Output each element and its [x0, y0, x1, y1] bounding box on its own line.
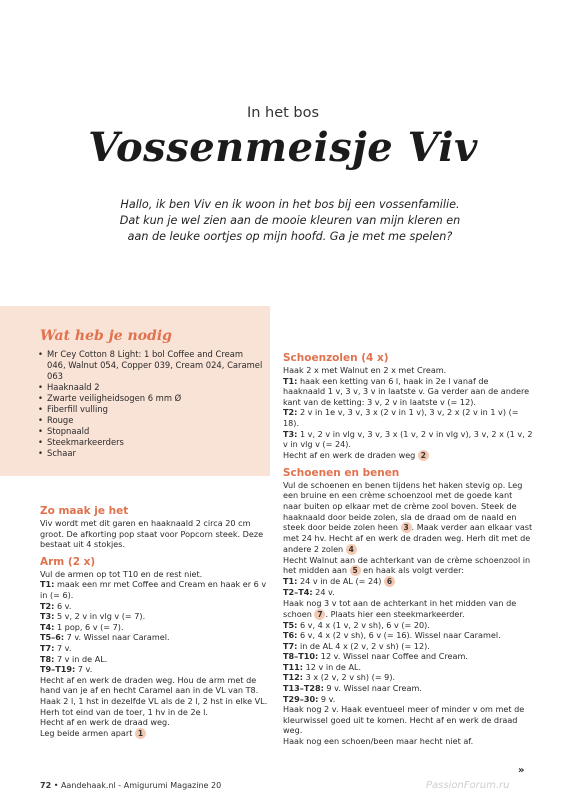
soles-last-text: Hecht af en werk de draden weg: [283, 449, 416, 460]
shoes-heading: Schoenen en benen: [283, 466, 400, 479]
round-text: 1 pop, 6 v (= 7).: [54, 621, 124, 632]
round-label: T3:: [40, 611, 55, 622]
instruction-line: [40, 664, 268, 675]
instruction-line: [40, 611, 268, 622]
round-text: Haak nog een schoen/been maar hecht niet af.: [283, 736, 474, 747]
arm-heading: Arm (2 x): [40, 555, 96, 568]
instruction-line: [40, 675, 268, 717]
shoes-paragraph: [283, 555, 533, 577]
instruction-line: [40, 579, 268, 600]
materials-item: • Fiberfill vulling: [38, 404, 263, 415]
footer-text: Aandehaak.nl - Amigurumi Magazine 20: [60, 781, 222, 790]
step-badge: 7: [314, 609, 325, 620]
watermark: PassionForum.ru: [426, 780, 510, 791]
round-label: T7:: [40, 642, 55, 653]
round-text: Haak nog 2 v. Haak eventueel meer of minder v om met de kleurwissel goed uit te komen. Hecht af en werk de draad weg.: [283, 704, 525, 736]
arm-instructions: [40, 569, 268, 728]
left-column: [40, 505, 268, 739]
shoes-paragraph: [283, 598, 533, 620]
round-label: T29–30:: [283, 693, 319, 704]
round-label: T4:: [40, 621, 55, 632]
instruction-line: [40, 601, 268, 612]
step-badge: 2: [418, 450, 429, 461]
round-text: in de AL 4 x (2 v, 2 v sh) (= 12).: [297, 640, 430, 651]
round-text: Vul de armen op tot T10 en de rest niet.: [40, 568, 203, 579]
materials-list: [38, 349, 263, 459]
round-text: 24 v in de AL (= 24): [297, 576, 382, 587]
round-label: T5–6:: [40, 632, 65, 643]
round-text: 7 v.: [54, 642, 72, 653]
round-label: T11:: [283, 661, 304, 672]
round-text: 2 v in 1e v, 3 v, 3 x (2 v in 1 v), 3 v, 2 x (2 v in 1 v) (= 18).: [283, 407, 519, 428]
step-badge: 4: [346, 544, 357, 555]
instruction-line: [283, 630, 533, 641]
round-label: T2–T4:: [283, 587, 313, 598]
howto-text: Viv wordt met dit garen en haaknaald 2 circa 20 cm groot. De afkorting pop staat voor Popcorn steek. Deze bestaat uit 4 stokjes.: [40, 518, 264, 550]
instruction-line: [283, 694, 533, 705]
footer-separator: •: [53, 781, 59, 790]
shoes-text: . Plaats hier een steekmarkeerder.: [325, 608, 465, 619]
round-text: 1 v, 2 v in vlg v, 3 v, 3 x (1 v, 2 v in vlg v), 3 v, 2 x (1 v, 2 v in vlg v (= 24).: [283, 428, 533, 450]
instruction-line: [40, 654, 268, 665]
instruction-line: [283, 620, 533, 631]
materials-item: • Zwarte veiligheidsogen 6 mm Ø: [38, 393, 263, 404]
round-label: T7:: [283, 640, 298, 651]
materials-item: • Steekmarkeerders: [38, 437, 263, 448]
continue-arrow: »: [518, 765, 525, 776]
instruction-line: [40, 643, 268, 654]
round-text: 6 v, 4 x (2 v sh), 6 v (= 16). Wissel naar Caramel.: [297, 630, 501, 641]
shoes-text: en haak als volgt verder:: [360, 565, 464, 576]
round-text: 3 x (2 v, 2 v sh) (= 9).: [303, 672, 396, 683]
instruction-line: [40, 569, 268, 580]
instruction-line: [283, 365, 533, 376]
soles-instructions: [283, 365, 533, 450]
round-label: T8:: [40, 653, 55, 664]
materials-item: • Rouge: [38, 415, 263, 426]
round-label: T8–T10:: [283, 651, 319, 662]
round-text: 7 v. Wissel naar Caramel.: [64, 632, 170, 643]
materials-title: Wat heb je nodig: [40, 328, 172, 344]
round-label: T1:: [40, 579, 55, 590]
round-label: T3:: [283, 428, 298, 439]
shoes-text: Vul de schoenen en benen tijdens het haken stevig op. Leg een bruine en een crème schoenzool met de goede kant naar buiten op elkaar met de crème zool boven. Steek de haaknaald door beide zolen, sla de draad om de naald en steek door beide zolen heen: [283, 479, 523, 533]
arm-last-text: Leg beide armen apart: [40, 727, 133, 738]
step-badge: 1: [135, 728, 146, 739]
shoes-instructions: [283, 620, 533, 747]
round-text: maak een mr met Coffee and Cream en haak er 6 v in (= 6).: [40, 579, 267, 600]
intro-text: Hallo, ik ben Viv en ik woon in het bos bij een vossenfamilie. Dat kun je wel zien aan de mooie kleuren van mijn kleren en aan de leuke oortjes op mijn hoofd. Ga je met me spelen?: [119, 198, 461, 243]
round-text: 9 v.: [318, 693, 336, 704]
soles-last-line: [283, 450, 533, 461]
round-label: T2:: [40, 600, 55, 611]
round-label: T1:: [283, 375, 298, 386]
materials-item: • Schaar: [38, 448, 263, 459]
round-text: 9 v. Wissel naar Cream.: [323, 683, 422, 694]
round-text: Hecht af en werk de draden weg. Hou de arm met de hand van je af en hecht Caramel aan in de VL van T8. Haak 2 l, 1 hst in dezelfde VL als de 2 l, 2 hst in elke VL. Herh tot eind van de toer, 1 hv in de 2e l.: [40, 674, 268, 717]
howto-heading: Zo maak je het: [40, 505, 129, 517]
soles-heading: Schoenzolen (4 x): [283, 352, 389, 364]
round-label: T2:: [283, 407, 298, 418]
round-label: T12:: [283, 672, 304, 683]
step-badge: 6: [384, 576, 395, 587]
shoes-text: Haak nog 3 v tot aan de achterkant in het midden van de schoen: [283, 597, 517, 619]
instruction-line: [283, 651, 533, 662]
instruction-line: [40, 622, 268, 633]
round-text: 12 v. Wissel naar Coffee and Cream.: [318, 651, 468, 662]
round-text: Hecht af en werk de draad weg.: [40, 717, 170, 728]
round-text: 7 v in de AL.: [54, 653, 108, 664]
step-badge: 3: [401, 522, 412, 533]
right-column: [283, 352, 533, 747]
round-label: T5:: [283, 619, 298, 630]
instruction-line: [40, 632, 268, 643]
shoes-paragraph: [283, 480, 533, 555]
instruction-line: [283, 576, 533, 587]
round-text: 6 v, 4 x (1 v, 2 v sh), 6 v (= 20).: [297, 619, 430, 630]
round-text: 5 v, 2 v in vlg v (= 7).: [54, 611, 146, 622]
materials-item: • Haaknaald 2: [38, 382, 263, 393]
instruction-line: [283, 641, 533, 652]
page-number: 72: [40, 781, 52, 790]
instruction-line: [283, 407, 533, 428]
page-title: Vossenmeisje Viv: [88, 124, 478, 171]
instruction-line: [283, 662, 533, 673]
instruction-line: [283, 429, 533, 450]
shoes-text: Hecht Walnut aan de achterkant van de crème schoenzool in het midden aan: [283, 554, 531, 576]
round-text: 6 v.: [54, 600, 72, 611]
round-label: T13–T28:: [283, 683, 324, 694]
round-text: 7 v.: [75, 664, 93, 675]
section-label: In het bos: [246, 105, 320, 121]
round-label: T1:: [283, 576, 298, 587]
round-label: T6:: [283, 630, 298, 641]
step-badge: 5: [350, 565, 361, 576]
round-label: T9–T19:: [40, 664, 76, 675]
round-text: 12 v in de AL.: [303, 661, 362, 672]
instruction-line: [283, 683, 533, 694]
round-text: haak een ketting van 6 l, haak in 2e l vanaf de haaknaald 1 v, 3 v, 3 v in laatste v. Ga verder aan de andere kant van de ketting: 3 v, 2 v in laatste v (= 12).: [283, 375, 530, 407]
shoes-text: . Maak verder aan elkaar vast met 24 hv. Hecht af en werk de draden weg. Herh dit met de andere 2 zolen: [283, 522, 533, 554]
instruction-line: [283, 736, 533, 747]
instruction-line: [40, 717, 268, 728]
page-footer: [40, 781, 221, 790]
round-text: Haak 2 x met Walnut en 2 x met Cream.: [283, 365, 447, 375]
arm-last-line: [40, 728, 268, 739]
instruction-line: [283, 587, 533, 598]
instruction-line: [283, 704, 533, 736]
materials-item: • Mr Cey Cotton 8 Light: 1 bol Coffee and Cream 046, Walnut 054, Copper 039, Cream 024, Caramel 063: [38, 349, 263, 382]
instruction-line: [283, 376, 533, 408]
instruction-line: [283, 672, 533, 683]
materials-item: • Stopnaald: [38, 426, 263, 437]
round-text: 24 v.: [312, 587, 335, 598]
